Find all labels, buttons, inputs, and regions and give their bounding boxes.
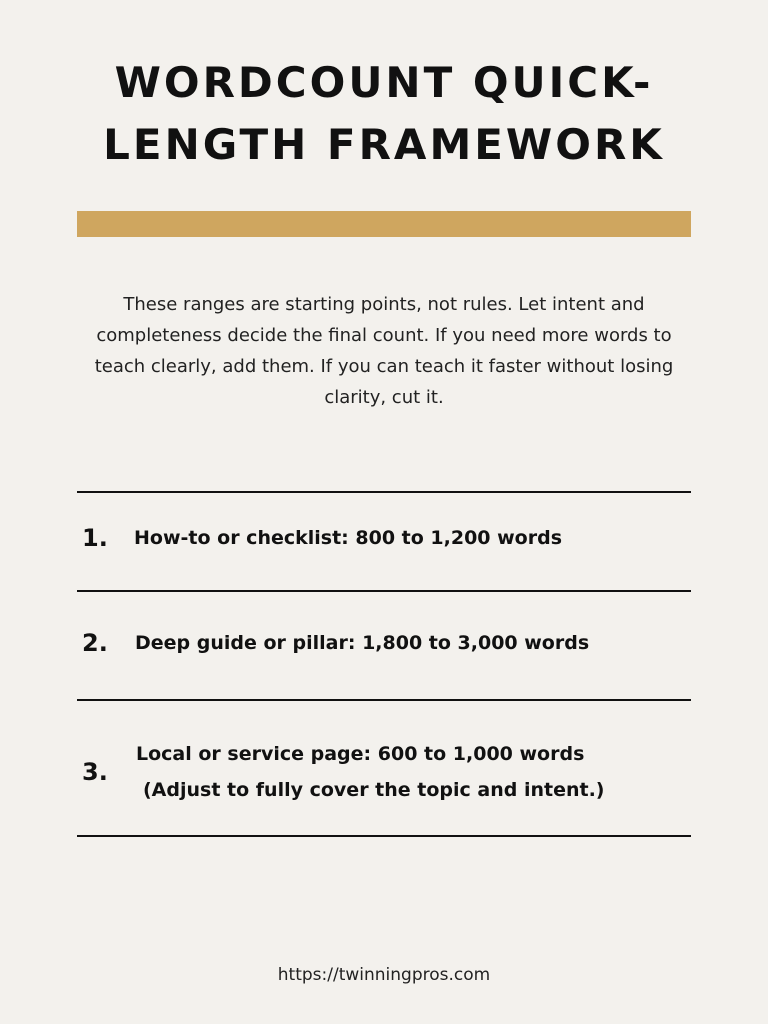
item-3-note: (Adjust to fully cover the topic and intent.): [143, 779, 605, 801]
title-line-2: LENGTH FRAMEWORK: [103, 120, 665, 169]
footer-url[interactable]: https://twinningpros.com: [277, 965, 491, 985]
divider-bottom: [77, 835, 691, 837]
item-3-label: Local or service page: 600 to 1,000 words: [136, 743, 585, 765]
item-number-1: 1.: [82, 524, 108, 552]
divider-2: [77, 699, 691, 701]
item-1-label: How-to or checklist: 800 to 1,200 words: [134, 527, 563, 549]
item-number-2: 2.: [82, 629, 108, 657]
item-text-3: [136, 736, 605, 808]
item-text-2: [135, 625, 589, 661]
intro-paragraph: These ranges are starting points, not rules. Let intent and completeness decide the final count. If you need more words to teach clearly, add them. If you can teach it faster without losing clarity, cut it.: [94, 294, 674, 408]
accent-bar: [77, 211, 691, 237]
item-text-1: [134, 520, 562, 556]
title-line-1: WORDCOUNT QUICK-: [114, 58, 654, 107]
divider-1: [77, 590, 691, 592]
item-number-3: 3.: [82, 758, 108, 786]
page-title: [0, 52, 768, 176]
item-2-label: Deep guide or pillar: 1,800 to 3,000 words: [135, 632, 590, 654]
divider-top: [77, 491, 691, 493]
